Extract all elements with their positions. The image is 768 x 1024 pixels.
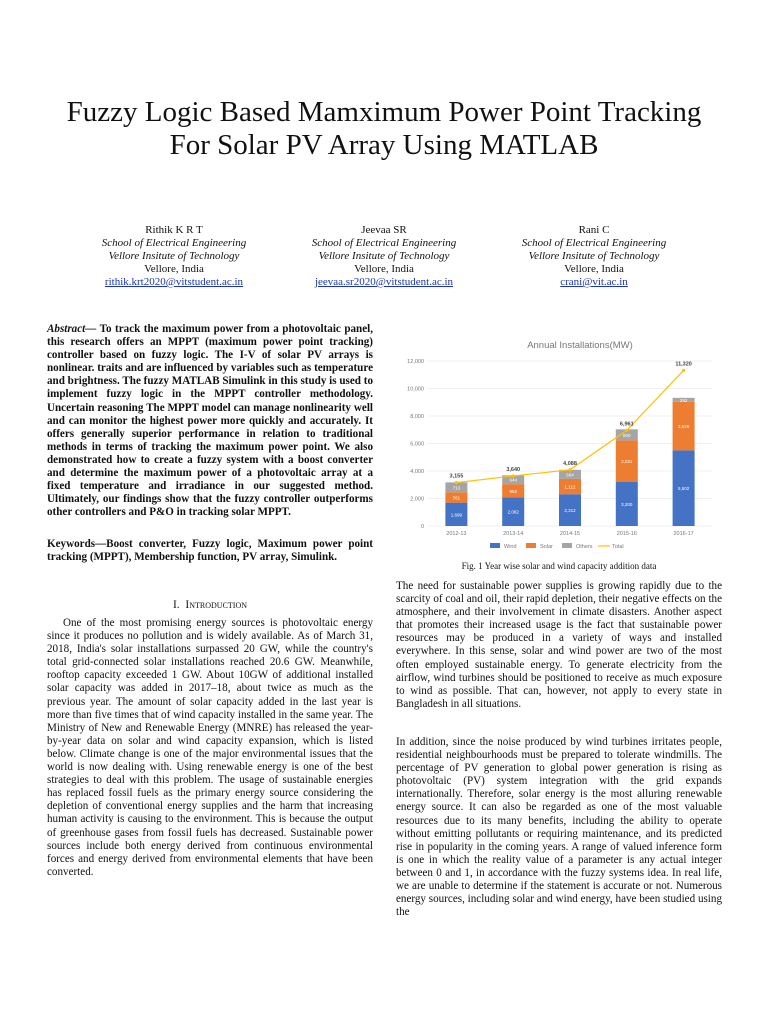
total-point [682, 369, 685, 372]
author-name: Jeevaa SR [361, 224, 407, 236]
x-tick-label: 2014-15 [559, 531, 581, 537]
total-point [512, 474, 515, 477]
figure-caption: Fig. 1 Year wise solar and wind capacity addition data [461, 561, 657, 571]
bar-data-label: 3,031 [621, 459, 633, 465]
author-name: Rithik K R T [145, 224, 203, 236]
section-title: Introduction [185, 599, 248, 611]
bar-data-label: 1,112 [564, 484, 576, 490]
x-tick-label: 2013-14 [503, 531, 524, 537]
total-point [455, 481, 458, 484]
total-data-label: 11,320 [675, 361, 692, 368]
paper-title: Fuzzy Logic Based Mamximum Power Point Tracking For Solar PV Array Using MATLAB [66, 96, 702, 161]
legend-swatch [490, 543, 500, 548]
intro-paragraph: One of the most promising energy sources is photovoltaic energy since it produces no pollution and is widely available. As of March 31, 2018, India's solar installations surpassed 20 GW, while the country's total grid-connected solar installations reached 20.6 GW. Meanwhile, rooftop capacity exceeded 1 GW. About 10GW of additional installed solar capacity was added in 2017–18, about twice as much as the previous year. The amount of solar capacity added in the last year is more than five times that of wind capacity installed in the same year. The Ministry of New and Renewable Energy (MNRE) has released the year-by-year data on solar and wind capacity expansion, which is listed below. Climate change is one of the major environmental issues that the world is now dealing with. Using renewable energy is one of the best strategies to deal with this problem. The usage of sustainable energies has replaced fossil fuels as the primary energy source considering the depletion of conventional energy supplies and the harm that increasing human activity is causing to the environment. This is because the output of greenhouse gases from fossil fuels has decreased. Sustainable power sources include both energy derived from continuous environmental forces and energy derived from environmental elements that have been converted. [47, 617, 373, 878]
bar-data-label: 713 [452, 485, 461, 491]
author-city: Vellore, India [354, 263, 414, 275]
x-tick-label: 2015-16 [616, 531, 637, 537]
bar-data-label: 2,312 [564, 508, 576, 514]
bar-data-label: 761 [452, 495, 461, 501]
bar-data-label: 5,502 [677, 486, 690, 492]
bar-data-label: 644 [509, 477, 517, 483]
total-data-label: 6,961 [619, 421, 634, 428]
author-1 [59, 224, 289, 289]
total-point [625, 429, 628, 432]
legend-label: Solar [540, 544, 553, 550]
right-body-1 [396, 580, 722, 711]
section-number: I. [172, 599, 180, 611]
y-tick-label: 4,000 [410, 469, 424, 475]
total-data-label: 4,088 [563, 460, 577, 467]
legend-label: Wind [504, 544, 517, 550]
y-tick-label: 2,000 [410, 496, 424, 503]
author-dept: School of Electrical Engineering [101, 237, 247, 249]
author-email-link[interactable]: jeevaa.sr2020@vitstudent.ac.in [314, 276, 454, 288]
bar-data-label: 3,526 [677, 424, 690, 430]
abstract [47, 323, 373, 519]
paragraph: The need for sustainable power supplies is growing rapidly due to the scarcity of coal and oil, their rapid depletion, their negative effects on the atmosphere, and their involvement in climate disasters. Another aspect that promotes their increased usage is the fact that sustainable power resources may be produced in a variety of ways and installed everywhere. In this sense, solar and wind power are two of the most often employed sustainable energy. To generate electricity from the airflow, wind turbines should be positioned to receive as much exposure to wind as possible. That can, however, not apply to every state in Bangladesh in all situations. [396, 580, 722, 710]
legend-label: Others [576, 544, 593, 550]
author-2 [269, 224, 499, 289]
y-tick-label: 12,000 [407, 359, 424, 365]
bar-data-label: 800 [623, 432, 631, 438]
author-3 [479, 224, 709, 289]
author-inst: Vellore Insitute of Technology [528, 250, 660, 262]
figure-chart [396, 336, 722, 556]
author-city: Vellore, India [564, 263, 624, 275]
author-dept: School of Electrical Engineering [521, 237, 667, 249]
bar-data-label: 1,699 [450, 512, 463, 518]
total-data-label: 3,640 [506, 466, 521, 473]
author-email-link[interactable]: crani@vit.ac.in [560, 276, 628, 288]
author-city: Vellore, India [144, 263, 204, 275]
author-name: Rani C [578, 224, 610, 236]
y-tick-label: 8,000 [410, 414, 424, 420]
x-tick-label: 2012-13 [446, 531, 467, 537]
author-inst: Vellore Insitute of Technology [108, 250, 240, 262]
y-tick-label: 6,000 [410, 441, 424, 448]
bar-data-label: 2,082 [507, 509, 519, 515]
right-body-2 [396, 736, 722, 919]
bar-data-label: 962 [509, 488, 517, 494]
intro-body [47, 617, 373, 879]
abstract-text: To track the maximum power from a photovoltaic panel, this research offers an MPPT (maximum power point tracking) controller based on fuzzy logic. The I-V of solar PV arrays is nonlinear. traits and are influenced by variables such as temperature and brightness. The fuzzy MATLAB Simulink in this study is used to implement fuzzy logic in the MPPT controller methodology. Uncertain reasoning The MPPT model can manage nonlinearity well and can monitor the highest power more quickly and accurately. It offers generally superior performance in relation to traditional methods in terms of tracking the maximum power point. We also demonstrated how to create a fuzzy system with a boost converter and determine the maximum power of a photovoltaic array at a fixed temperature and irradiance in our suggested method. Ultimately, our findings show that the fuzzy controller outperforms other controllers and P&O in tracking solar MPPT. [47, 323, 373, 519]
y-tick-label: 10,000 [407, 386, 424, 393]
keywords: Keywords—Boost converter, Fuzzy logic, Maximum power point tracking (MPPT), Membership function, PV array, Simulink. [47, 538, 373, 564]
installations-chart [396, 336, 722, 556]
author-dept: School of Electrical Engineering [311, 237, 457, 249]
legend-swatch [562, 543, 572, 548]
section-heading [47, 599, 373, 611]
legend-swatch [526, 543, 536, 548]
chart-title: Annual Installations(MW) [527, 340, 633, 351]
author-inst: Vellore Insitute of Technology [318, 250, 450, 262]
bar-data-label: 3,200 [621, 502, 633, 507]
y-tick-label: 0 [420, 524, 424, 530]
legend-label: Total [612, 544, 624, 550]
bar-data-label: 664 [566, 472, 574, 478]
abstract-lead: Abstract— [47, 323, 97, 335]
bar-data-label: 292 [679, 397, 688, 403]
total-point [568, 468, 571, 471]
x-tick-label: 2016-17 [673, 531, 694, 537]
author-email-link[interactable]: rithik.krt2020@vitstudent.ac.in [104, 276, 244, 288]
total-data-label: 3,155 [449, 473, 464, 480]
paragraph: In addition, since the noise produced by wind turbines irritates people, residential neighbourhoods must be prepared to tolerate windmills. The percentage of PV generation to global power generation is rising as photovoltaic (PV) system integration with the grid expands internationally. Therefore, solar energy is the most alluring renewable energy source. It can also be regarded as one of the most valuable resources due to its many benefits, including the ability to operate without emitting pollutants or requiring maintenance, and its predicted rise in popularity in the coming years. A range of valued inference form is one in which the reality value of a parameter is any actual integer between 0 and 1, in accordance with the fuzzy systems idea. In real life, we are unable to determine if the statement is accurate or not. Numerous energy sources, including solar and wind energy, have been studied using the [396, 736, 722, 919]
